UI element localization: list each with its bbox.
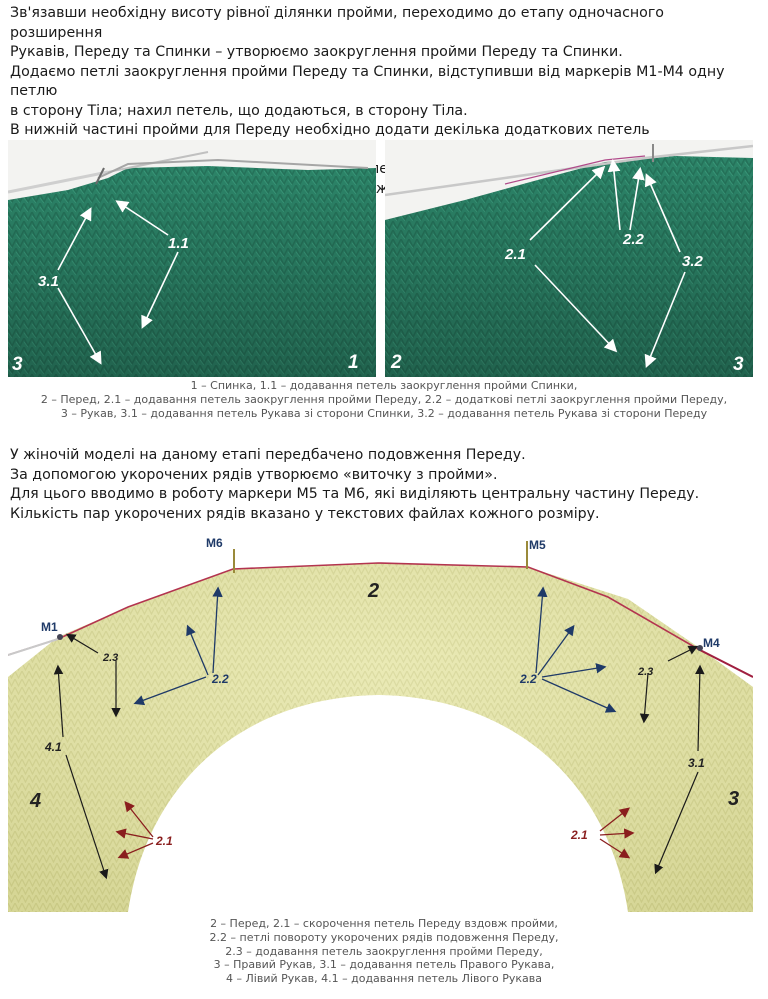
marker-m6: M6 xyxy=(206,536,223,550)
caption-line: 1 – Спинка, 1.1 – додавання петель заокруглення пройми Спинки, xyxy=(190,379,578,392)
section2-line: Для цього вводимо в роботу маркери М5 та М6, які виділяють центральну частину Переду. xyxy=(10,486,700,502)
label-front-2: 2 xyxy=(368,580,380,602)
marker-m1: M1 xyxy=(41,620,58,634)
label-3-1: 3.1 xyxy=(38,273,59,290)
knit-photo-yellow xyxy=(8,527,753,912)
intro-line: в сторону Тіла; нахил петель, що додаються, в сторону Тіла. xyxy=(10,102,468,119)
marker-m4: M4 xyxy=(703,636,720,650)
section2-line: У жіночій моделі на даному етапі передбачено подовження Переду. xyxy=(10,447,526,463)
label-2-3-left: 2.3 xyxy=(103,652,119,664)
label-right-sleeve-3: 3 xyxy=(728,788,740,810)
caption-top-photos xyxy=(0,379,768,420)
marker-m5: M5 xyxy=(529,538,546,552)
label-front-2: 2 xyxy=(391,352,402,373)
intro-line: В нижній частині пройми для Переду необхідно додати декілька додаткових петель xyxy=(10,122,650,138)
caption-line: 2.3 – додавання петель заокруглення пройми Переду, xyxy=(225,944,543,958)
knit-photo-back xyxy=(8,140,376,377)
label-2-2-left: 2.2 xyxy=(212,672,229,686)
label-3-1: 3.1 xyxy=(688,756,705,770)
caption-line: 4 – Лівий Рукав, 4.1 – додавання петель Лівого Рукава xyxy=(226,972,542,986)
label-left-sleeve-4: 4 xyxy=(30,790,42,812)
caption-line: 3 – Рукав, 3.1 – додавання петель Рукава зі сторони Спинки, 3.2 – додавання петель Рукава зі сторони Переду xyxy=(60,406,708,420)
label-2-3-right: 2.3 xyxy=(638,666,654,678)
intro-line: Зв'язавши необхідну висоту рівної ділянки пройми, переходимо до етапу одночасного розширення xyxy=(10,5,664,41)
label-3-2: 3.2 xyxy=(682,253,703,270)
caption-line: 2 – Перед, 2.1 – додавання петель заокруглення пройми Переду, 2.2 – додаткові петлі заокруглення пройми Переду, xyxy=(40,392,728,406)
label-2-1: 2.1 xyxy=(505,246,526,263)
label-4-1: 4.1 xyxy=(45,740,62,754)
knit-photo-front xyxy=(385,140,753,377)
label-2-2-right: 2.2 xyxy=(520,672,537,686)
label-back-1: 1 xyxy=(348,352,359,373)
caption-line: 2 – Перед, 2.1 – скорочення петель Переду вздовж пройми, xyxy=(210,917,558,930)
section2-line: Кількість пар укорочених рядів вказано у текстових файлах кожного розміру. xyxy=(10,505,600,522)
intro-line: Рукавів, Переду та Спинки – утворюємо заокруглення пройми Переду та Спинки. xyxy=(10,44,623,60)
caption-line: 2.2 – петлі повороту укорочених рядів подовження Переду, xyxy=(209,930,559,944)
label-2-1-right: 2.1 xyxy=(571,828,588,842)
label-sleeve-3: 3 xyxy=(12,354,23,375)
label-2-1-left: 2.1 xyxy=(156,834,173,848)
section2-line: За допомогою укорочених рядів утворюємо «виточку з пройми». xyxy=(10,466,498,483)
caption-bottom-photo xyxy=(0,917,768,986)
intro-line: Додаємо петлі заокруглення пройми Переду та Спинки, відступивши від маркерів М1-М4 одну петлю xyxy=(10,63,725,99)
label-1-1: 1.1 xyxy=(168,235,189,252)
label-2-2: 2.2 xyxy=(623,231,644,248)
caption-line: 3 – Правий Рукав, 3.1 – додавання петель Правого Рукава, xyxy=(213,958,555,972)
section2-text xyxy=(10,446,760,524)
label-sleeve-3: 3 xyxy=(733,354,744,375)
